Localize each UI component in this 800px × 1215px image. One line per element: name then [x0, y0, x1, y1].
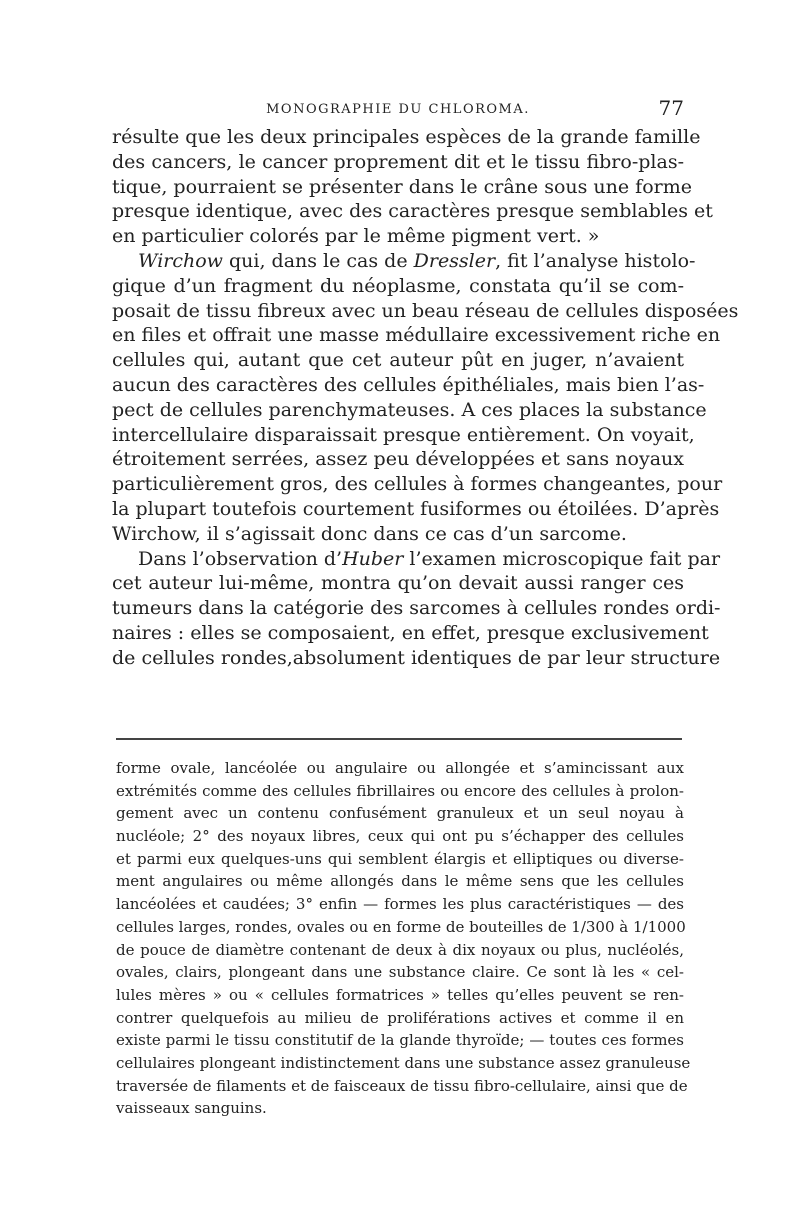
text-line: des cancers, le cancer proprement dit et le tissu fibro-plas-: [112, 150, 684, 173]
footnote-line: traversée de filaments et de faisceaux de tissu fibro-cellulaire, ainsi que de: [116, 1076, 688, 1095]
footnote-line: existe parmi le tissu constitutif de la glande thyroïde; — toutes ces formes: [116, 1031, 684, 1050]
footnote-line: ment angulaires ou même allongés dans le même sens que les cellules: [116, 872, 684, 891]
paragraph-start: [112, 547, 721, 572]
text-line: tumeurs dans la catégorie des sarcomes à cellules rondes ordi-: [112, 597, 721, 620]
footnote-line: et parmi eux quelques-uns qui semblent élargis et elliptiques ou diverse-: [116, 849, 684, 868]
text-line: cet auteur lui-même, montra qu’on devait aussi ranger ces: [112, 572, 684, 595]
paragraph-start: [112, 249, 696, 274]
text-line: posait de tissu fibreux avec un beau réseau de cellules disposées: [112, 299, 739, 322]
text-line: en particulier colorés par le même pigment vert. »: [112, 225, 600, 248]
text-line: la plupart toutefois courtement fusiformes ou étoilées. D’après: [112, 497, 720, 520]
footnote-line: ovales, clairs, plongeant dans une substance claire. Ce sont là les « cel-: [116, 963, 684, 982]
text-span: Dans l’observation d’: [138, 547, 343, 570]
text-line: tique, pourraient se présenter dans le crâne sous une forme: [112, 175, 692, 198]
text-line: aucun des caractères des cellules épithéliales, mais bien l’as-: [112, 373, 705, 396]
footnote: [116, 757, 691, 1120]
footnote-rule: [116, 738, 682, 740]
text-line: naires : elles se composaient, en effet, presque exclusivement: [112, 621, 709, 644]
footnote-line: cellulaires plongeant indistinctement dans une substance assez granuleuse: [116, 1053, 691, 1072]
text-line: particulièrement gros, des cellules à formes changeantes, pour: [112, 473, 723, 496]
text-line: pect de cellules parenchymateuses. A ces places la substance: [112, 398, 707, 421]
author-name: Huber: [342, 547, 404, 570]
footnote-line: cellules larges, rondes, ovales ou en forme de bouteilles de 1/300 à 1/1000: [116, 917, 686, 936]
footnote-line: forme ovale, lancéolée ou angulaire ou allongée et s’amincissant aux: [116, 759, 684, 777]
footnote-line: lancéolées et caudées; 3° enfin — formes les plus caractéristiques — des: [116, 895, 684, 914]
text-span: , fit l’analyse histolo-: [495, 249, 696, 272]
text-line: cellules qui, autant que cet auteur pût en juger, n’avaient: [112, 349, 684, 372]
text-span: qui, dans le cas de: [222, 249, 414, 272]
footnote-line: contrer quelquefois au milieu de proliférations actives et comme il en: [116, 1008, 684, 1027]
text-line: gique d’un fragment du néoplasme, constata qu’il se com-: [112, 274, 684, 297]
text-line: Wirchow, il s’agissait donc dans ce cas d’un sarcome.: [112, 522, 627, 545]
main-text: [112, 125, 739, 671]
footnote-line: vaisseaux sanguins.: [116, 1099, 267, 1118]
text-line: intercellulaire disparaissait presque entièrement. On voyait,: [112, 423, 695, 446]
text-line: de cellules rondes,absolument identiques de par leur structure: [112, 646, 721, 669]
footnote-line: extrémités comme des cellules fibrillaires ou encore des cellules à prolon-: [116, 781, 684, 800]
running-head: [112, 94, 684, 124]
running-title: MONOGRAPHIE DU CHLOROMA.: [266, 102, 530, 117]
footnote-line: gement avec un contenu confusément granuleux et un seul noyau à: [116, 804, 684, 823]
text-line: étroitement serrées, assez peu développées et sans noyaux: [112, 448, 684, 471]
text-span: l’examen microscopique fait par: [403, 547, 721, 570]
footnote-line: nucléole; 2° des noyaux libres, ceux qui ont pu s’échapper des cellules: [116, 827, 684, 846]
text-line: en files et offrait une masse médullaire excessivement riche en: [112, 324, 721, 347]
author-name: Dressler: [413, 249, 496, 272]
footnote-line: de pouce de diamètre contenant de deux à dix noyaux ou plus, nucléolés,: [116, 940, 684, 959]
author-name: Wirchow: [138, 249, 223, 272]
page-number: 77: [658, 96, 684, 120]
text-line: presque identique, avec des caractères presque semblables et: [112, 200, 713, 223]
footnote-line: lules mères » ou « cellules formatrices » telles qu’elles peuvent se ren-: [116, 985, 684, 1004]
text-line: résulte que les deux principales espèces de la grande famille: [112, 126, 701, 148]
